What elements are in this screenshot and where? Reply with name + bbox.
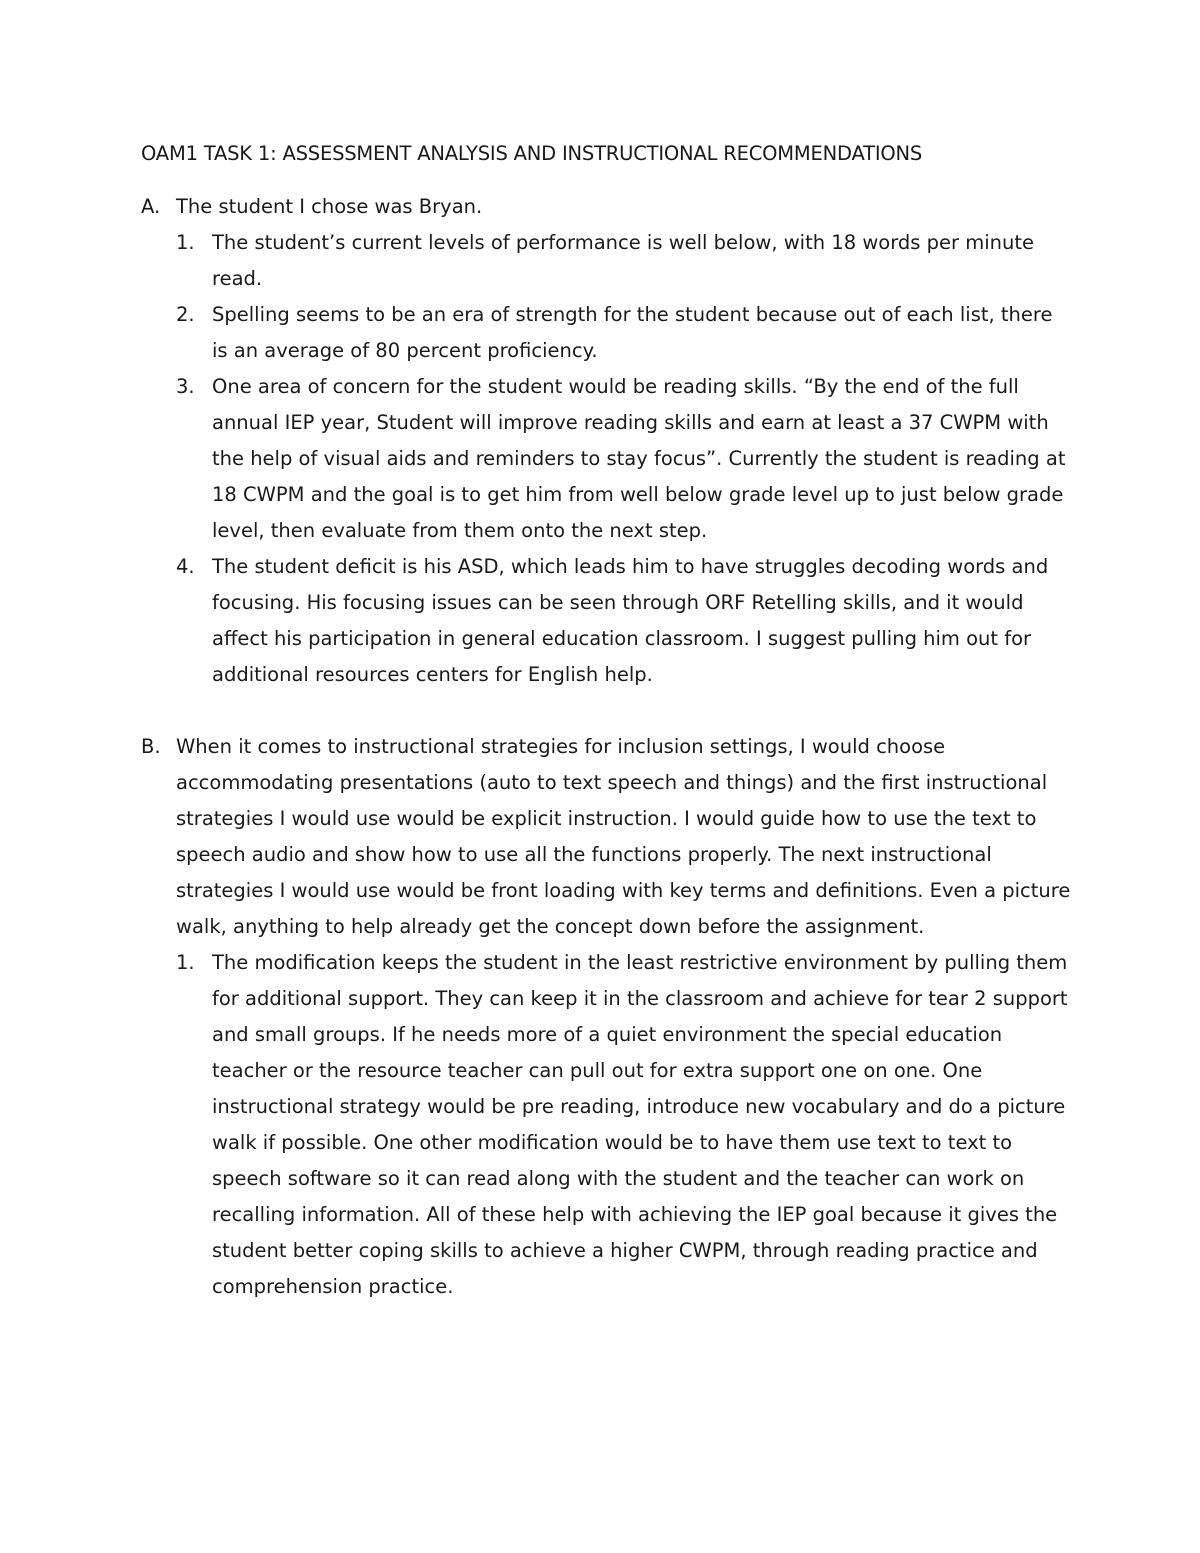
list-item-text: The student’s current levels of performance is well below, with 18 words per minute read. (212, 231, 1034, 290)
section-b-heading (141, 729, 1071, 945)
document-title: OAM1 TASK 1: ASSESSMENT ANALYSIS AND INSTRUCTIONAL RECOMMENDATIONS (141, 142, 923, 165)
section-a (141, 189, 1071, 693)
list-item-number: 1. (176, 951, 195, 974)
list-item-number: 2. (176, 303, 195, 326)
section-a-intro: The student I chose was Bryan. (176, 195, 483, 218)
section-b (141, 729, 1071, 1305)
list-item (176, 549, 1071, 693)
list-item-text: The student deficit is his ASD, which leads him to have struggles decoding words and focusing. His focusing issues can be seen through ORF Retelling skills, and it would affect his participation in general education classroom. I suggest pulling him out for additional resources centers for English help. (212, 555, 1049, 686)
section-a-marker: A. (141, 195, 161, 218)
list-item (176, 369, 1071, 549)
list-item-text: The modification keeps the student in the least restrictive environment by pulling them for additional support. They can keep it in the classroom and achieve for tear 2 support and small groups. If he needs more of a quiet environment the special education teacher or the resource teacher can pull out for extra support one on one. One instructional strategy would be pre reading, introduce new vocabulary and do a picture walk if possible. One other modification would be to have them use text to text to speech software so it can read along with the student and the teacher can work on recalling information. All of these help with achieving the IEP goal because it gives the student better coping skills to achieve a higher CWPM, through reading practice and comprehension practice. (212, 951, 1068, 1298)
list-item-number: 1. (176, 231, 195, 254)
list-item (176, 945, 1071, 1305)
list-item (176, 297, 1071, 369)
list-item-text: One area of concern for the student would be reading skills. “By the end of the full annual IEP year, Student will improve reading skills and earn at least a 37 CWPM with the help of visual aids and reminders to stay focus”. Currently the student is reading at 18 CWPM and the goal is to get him from well below grade level up to just below grade level, then evaluate from them onto the next step. (212, 375, 1066, 542)
list-item (176, 225, 1071, 297)
list-item-text: Spelling seems to be an era of strength for the student because out of each list, there is an average of 80 percent proficiency. (212, 303, 1053, 362)
list-item-number: 4. (176, 555, 195, 578)
section-a-heading (141, 189, 1071, 225)
section-b-marker: B. (141, 735, 161, 758)
list-item-number: 3. (176, 375, 195, 398)
section-a-list (176, 225, 1071, 693)
section-b-intro: When it comes to instructional strategies for inclusion settings, I would choose accommodating presentations (auto to text speech and things) and the first instructional strategies I would use would be explicit instruction. I would guide how to use the text to speech audio and show how to use all the functions properly. The next instructional strategies I would use would be front loading with key terms and definitions. Even a picture walk, anything to help already get the concept down before the assignment. (176, 735, 1071, 938)
section-b-list (176, 945, 1071, 1305)
